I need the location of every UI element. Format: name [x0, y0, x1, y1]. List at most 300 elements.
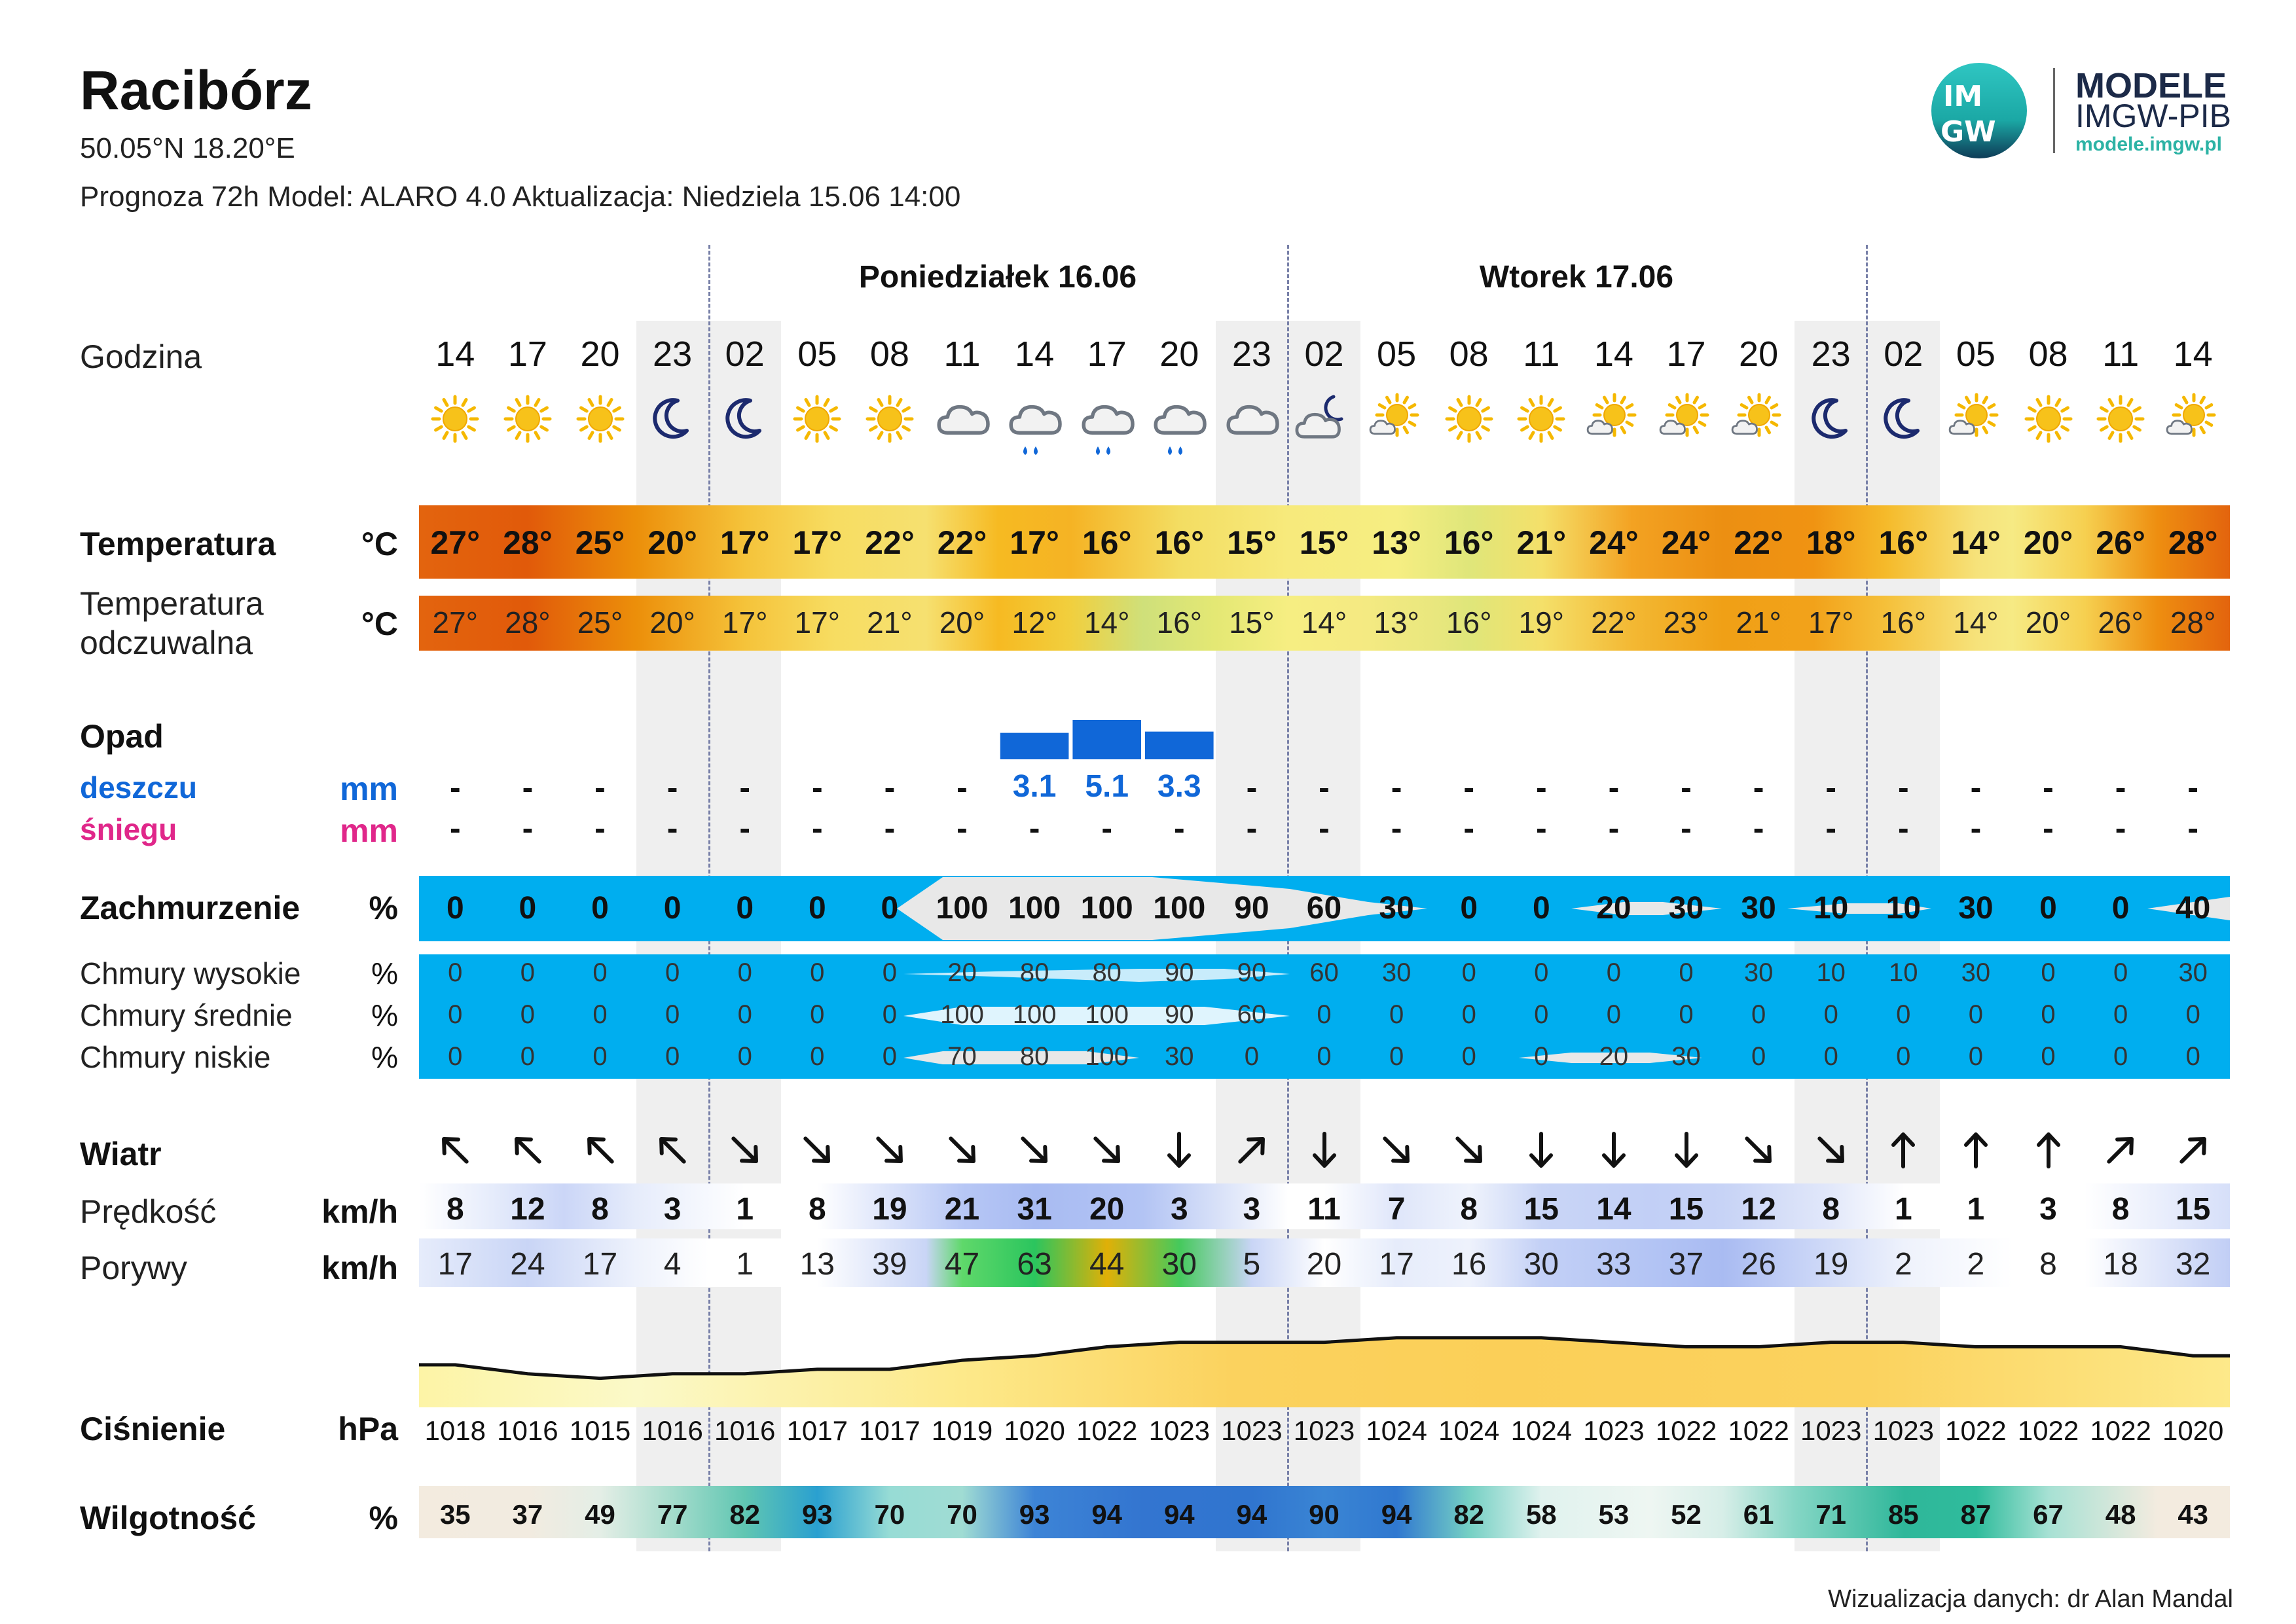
wind-speed-value: 21: [944, 1192, 980, 1227]
low-clouds-value: 20: [1599, 1042, 1629, 1071]
rain-cloud-icon: [1143, 393, 1215, 471]
wind-speed-value: 20: [1089, 1192, 1125, 1227]
wind-gust-value: 44: [1089, 1247, 1125, 1282]
day-label-monday: Poniedziałek 16.06: [858, 260, 1137, 295]
wind-speed-value: 8: [2111, 1192, 2130, 1227]
feels-like-value: 28°: [505, 605, 551, 640]
pressure-value: 1022: [1945, 1415, 2007, 1446]
humidity-value: 93: [801, 1499, 833, 1530]
snow-value: -: [957, 810, 968, 846]
temperature-value: 20°: [647, 524, 697, 561]
mid-clouds-value: 0: [1823, 1000, 1838, 1029]
temperature-value: 26°: [2096, 524, 2145, 561]
feels-like-label: Temperatura odczuwalna: [80, 585, 264, 661]
wind-gust-value: 37: [1668, 1247, 1704, 1282]
imgw-logo-badge: [1931, 63, 2027, 158]
wind-direction-arrow-icon: [1722, 1127, 1795, 1180]
sun-icon: [781, 393, 853, 471]
snow-value: -: [1825, 810, 1837, 846]
wind-speed-value: 8: [591, 1192, 609, 1227]
logo-badge-bottom: GW: [1941, 115, 1996, 149]
wind-gust-value: 17: [582, 1247, 618, 1282]
sun-icon: [1505, 393, 1577, 471]
cloud-cover-value: 0: [663, 891, 682, 926]
pressure-value: 1024: [1510, 1415, 1573, 1446]
rain-value: -: [957, 769, 968, 806]
temperature-value: 17°: [792, 524, 843, 561]
wind-gust-value: 16: [1451, 1247, 1487, 1282]
low-clouds-value: 0: [592, 1042, 608, 1071]
feels-like-value: 17°: [1808, 605, 1854, 640]
coordinates: 50.05°N 18.20°E: [80, 132, 295, 164]
feels-like-value: 17°: [794, 605, 841, 640]
temperature-value: 16°: [1154, 524, 1205, 561]
wind-gust-value: 39: [872, 1247, 907, 1282]
humidity-value: 52: [1671, 1499, 1702, 1530]
high-clouds-value: 0: [1534, 958, 1549, 987]
high-clouds-value: 20: [947, 958, 977, 987]
wind-gust-value: 1: [736, 1247, 754, 1282]
wind-gust-value: 33: [1596, 1247, 1631, 1282]
wind-direction-arrow-icon: [1795, 1127, 1867, 1180]
wind-gust-value: 19: [1813, 1247, 1849, 1282]
wind-gust-value: 2: [1894, 1247, 1912, 1282]
high-clouds-value: 30: [1743, 958, 1774, 987]
wind-gust-value: 18: [2103, 1247, 2138, 1282]
humidity-value: 77: [657, 1499, 688, 1530]
snow-value: -: [666, 810, 678, 846]
mid-clouds-value: 0: [1896, 1000, 1911, 1029]
wind-gust-value: 63: [1017, 1247, 1052, 1282]
high-clouds-unit: %: [371, 956, 398, 990]
mid-clouds-value: 0: [1461, 1000, 1476, 1029]
hour-label: 17: [507, 334, 547, 374]
mid-clouds-unit: %: [371, 998, 398, 1032]
wind-gust-value: 20: [1306, 1247, 1342, 1282]
hour-label: 17: [1666, 334, 1706, 374]
high-clouds-value: 30: [1961, 958, 1991, 987]
snow-value: -: [1463, 810, 1475, 846]
cloud-cover-value: 10: [1886, 891, 1921, 926]
feels-like-value: 25°: [577, 605, 623, 640]
wind-direction-arrow-icon: [1143, 1127, 1215, 1180]
wind-gust-value: 47: [944, 1247, 980, 1282]
cloud-cover-value: 10: [1813, 891, 1849, 926]
mid-clouds-value: 0: [1968, 1000, 1984, 1029]
wind-direction-arrow-icon: [1940, 1127, 2012, 1180]
feels-like-value: 12°: [1011, 605, 1057, 640]
low-clouds-value: 0: [520, 1042, 536, 1071]
low-clouds-value: 80: [1019, 1042, 1049, 1071]
temperature-value: 24°: [1661, 524, 1711, 561]
high-clouds-value: 30: [1381, 958, 1412, 987]
feels-like-value: 14°: [1301, 605, 1347, 640]
pressure-value: 1022: [1728, 1415, 1789, 1446]
hour-label: 08: [1449, 334, 1489, 374]
logo-url[interactable]: modele.imgw.pl: [2075, 134, 2222, 155]
mid-clouds-value: 0: [1751, 1000, 1766, 1029]
pressure-value: 1022: [2090, 1415, 2151, 1446]
hour-label: 08: [2028, 334, 2068, 374]
mid-clouds-value: 60: [1237, 1000, 1267, 1029]
rain-value: -: [884, 769, 896, 806]
feels-like-value: 17°: [721, 605, 768, 640]
wind-speed-value: 15: [1523, 1192, 1559, 1227]
snow-value: -: [811, 810, 823, 846]
wind-direction-arrow-icon: [564, 1127, 636, 1180]
temperature-value: 14°: [1951, 524, 2001, 561]
wind-speed-value: 14: [1596, 1192, 1631, 1227]
feels-like-value: 23°: [1663, 605, 1709, 640]
pressure-curve-chart: [419, 1322, 2230, 1407]
temperature-value: 22°: [1734, 524, 1783, 561]
temperature-value: 28°: [2168, 524, 2218, 561]
rain-label: deszczu: [80, 770, 197, 804]
hour-label: 23: [653, 334, 693, 374]
snow-value: -: [1173, 810, 1185, 846]
snow-value: -: [594, 810, 606, 846]
mid-clouds-value: 0: [1606, 1000, 1622, 1029]
mid-clouds-value: 0: [2041, 1000, 2056, 1029]
rain-value: -: [739, 769, 751, 806]
wind-direction-arrow-icon: [998, 1127, 1070, 1180]
rain-value: -: [1681, 769, 1692, 806]
imgw-logo[interactable]: [1931, 63, 2272, 161]
wind-speed-value: 12: [510, 1192, 545, 1227]
snow-value: -: [1753, 810, 1764, 846]
wind-gust-value: 17: [437, 1247, 473, 1282]
wind-direction-arrow-icon: [1867, 1127, 1939, 1180]
temperature-value: 21°: [1516, 524, 1567, 561]
wind-gust-value: 5: [1243, 1247, 1261, 1282]
humidity-value: 87: [1960, 1499, 1992, 1530]
humidity-value: 71: [1815, 1499, 1847, 1530]
humidity-value: 53: [1598, 1499, 1630, 1530]
wind-speed-value: 31: [1017, 1192, 1052, 1227]
wind-gust-unit: km/h: [321, 1250, 398, 1286]
humidity-value: 70: [874, 1499, 905, 1530]
cloud-cover-value: 0: [808, 891, 826, 926]
rain-value: -: [1246, 769, 1258, 806]
humidity-value: 35: [439, 1499, 471, 1530]
rain-value: -: [2115, 769, 2126, 806]
rain-value: 3.1: [1012, 769, 1057, 804]
wind-speed-value: 15: [1668, 1192, 1704, 1227]
cloud-cover-label: Zachmurzenie: [80, 890, 301, 926]
pressure-value: 1016: [497, 1415, 558, 1446]
hour-label: 14: [2173, 334, 2213, 374]
rain-value: -: [1391, 769, 1402, 806]
low-clouds-value: 0: [1534, 1042, 1549, 1071]
hour-label: 02: [1884, 334, 1923, 374]
feels-like-value: 27°: [432, 605, 479, 640]
low-clouds-value: 0: [2113, 1042, 2128, 1071]
hour-label: 20: [580, 334, 620, 374]
snow-value: -: [1246, 810, 1258, 846]
rain-value: -: [1535, 769, 1547, 806]
wind-label: Wiatr: [80, 1136, 162, 1172]
snow-value: -: [1897, 810, 1909, 846]
hour-row-label: Godzina: [80, 338, 202, 375]
rain-value: 5.1: [1085, 769, 1129, 804]
wind-gust-label: Porywy: [80, 1250, 187, 1286]
mid-clouds-value: 0: [2185, 1000, 2200, 1029]
sun-cloud-icon: [1940, 393, 2012, 471]
high-clouds-value: 0: [1461, 958, 1476, 987]
feels-like-value: 22°: [1591, 605, 1637, 640]
low-clouds-value: 0: [1896, 1042, 1911, 1071]
cloud-cover-value: 0: [519, 891, 537, 926]
wind-speed-value: 8: [1460, 1192, 1478, 1227]
pressure-value: 1023: [1800, 1415, 1862, 1446]
cloud-cover-value: 40: [2175, 891, 2211, 926]
rain-value: -: [1608, 769, 1620, 806]
cloud-cover-value: 100: [936, 891, 989, 926]
high-clouds-value: 0: [520, 958, 536, 987]
feels-like-value: 20°: [2025, 605, 2071, 640]
high-clouds-value: 0: [2113, 958, 2128, 987]
rain-value: -: [1753, 769, 1764, 806]
feels-like-value: 21°: [867, 605, 913, 640]
sun-icon: [2085, 393, 2157, 471]
feels-like-value: 14°: [1084, 605, 1130, 640]
wind-direction-arrow-icon: [636, 1127, 708, 1180]
high-clouds-value: 0: [2041, 958, 2056, 987]
feels-like-value: 21°: [1736, 605, 1781, 640]
feels-like-value: 13°: [1374, 605, 1419, 640]
snow-value: -: [1681, 810, 1692, 846]
pressure-value: 1017: [786, 1415, 848, 1446]
mid-clouds-value: 100: [1012, 1000, 1057, 1029]
high-clouds-value: 0: [1679, 958, 1694, 987]
temperature-value: 20°: [2023, 524, 2073, 561]
pressure-value: 1020: [2162, 1415, 2224, 1446]
rain-bars: [419, 707, 2230, 772]
high-clouds-value: 10: [1816, 958, 1846, 987]
low-clouds-label: Chmury niskie: [80, 1040, 271, 1074]
humidity-value: 94: [1236, 1499, 1267, 1530]
sun-icon: [854, 393, 926, 471]
pressure-value: 1024: [1366, 1415, 1427, 1446]
feels-like-value: 20°: [939, 605, 985, 640]
wind-gust-value: 24: [510, 1247, 545, 1282]
feels-like-value: 16°: [1880, 605, 1927, 640]
wind-speed-value: 8: [808, 1192, 826, 1227]
humidity-value: 61: [1743, 1499, 1774, 1530]
wind-gust-value: 32: [2175, 1247, 2211, 1282]
cloud-cover-value: 100: [1008, 891, 1061, 926]
snow-label: śniegu: [80, 812, 177, 846]
humidity-value: 85: [1887, 1499, 1919, 1530]
pressure-value: 1018: [424, 1415, 486, 1446]
snow-value: -: [1319, 810, 1330, 846]
high-clouds-value: 0: [1606, 958, 1622, 987]
mid-clouds-value: 0: [810, 1000, 825, 1029]
cloud-cover-value: 0: [2111, 891, 2130, 926]
mid-clouds-value: 0: [1679, 1000, 1694, 1029]
pressure-value: 1023: [1583, 1415, 1645, 1446]
low-clouds-value: 70: [947, 1042, 977, 1071]
feels-like-value: 28°: [2170, 605, 2216, 640]
wind-speed-value: 19: [872, 1192, 907, 1227]
mid-clouds-value: 0: [520, 1000, 536, 1029]
cloud-cover-value: 0: [736, 891, 754, 926]
wind-direction-arrow-icon: [1505, 1127, 1577, 1180]
temperature-unit: °C: [361, 526, 398, 562]
cloud-cover-value: 0: [1460, 891, 1478, 926]
rain-cloud-icon: [1071, 393, 1143, 471]
snow-value: -: [2043, 810, 2054, 846]
feels-like-unit: °C: [361, 605, 398, 642]
high-clouds-value: 90: [1237, 958, 1267, 987]
temperature-value: 16°: [1878, 524, 1929, 561]
rain-value: -: [2043, 769, 2054, 806]
feels-like-value: 20°: [649, 605, 695, 640]
snow-value: -: [739, 810, 751, 846]
high-clouds-value: 30: [2178, 958, 2208, 987]
high-clouds-value: 0: [448, 958, 463, 987]
snow-unit: mm: [340, 812, 398, 849]
cloud-cover-value: 0: [881, 891, 899, 926]
cloud-cover-value: 90: [1234, 891, 1269, 926]
low-clouds-value: 0: [2185, 1042, 2200, 1071]
high-clouds-value: 0: [810, 958, 825, 987]
wind-direction-arrow-icon: [2085, 1127, 2157, 1180]
hour-label: 05: [1377, 334, 1417, 374]
high-clouds-value: 0: [665, 958, 680, 987]
humidity-value: 58: [1525, 1499, 1557, 1530]
high-clouds-value: 80: [1092, 958, 1121, 987]
high-clouds-value: 90: [1165, 958, 1194, 987]
wind-direction-arrow-icon: [492, 1127, 564, 1180]
wind-direction-arrow-icon: [1433, 1127, 1505, 1180]
low-clouds-value: 0: [665, 1042, 680, 1071]
mid-clouds-value: 100: [1085, 1000, 1129, 1029]
low-clouds-value: 0: [1389, 1042, 1404, 1071]
sun-icon: [2013, 393, 2085, 471]
humidity-value: 90: [1309, 1499, 1339, 1530]
humidity-value: 94: [1163, 1499, 1195, 1530]
wind-gust-value: 30: [1523, 1247, 1559, 1282]
high-clouds-value: 0: [737, 958, 752, 987]
wind-speed-value: 8: [446, 1192, 464, 1227]
humidity-value: 70: [947, 1499, 977, 1530]
rain-value: -: [2187, 769, 2199, 806]
city-title: Racibórz: [80, 60, 312, 121]
rain-value: 3.3: [1157, 769, 1201, 804]
cloud-cover-value: 0: [591, 891, 609, 926]
hour-label: 05: [797, 334, 837, 374]
rain-value: -: [1319, 769, 1330, 806]
high-clouds-label: Chmury wysokie: [80, 956, 301, 990]
temperature-value: 17°: [720, 524, 770, 561]
snow-value: -: [2115, 810, 2126, 846]
sun-cloud-icon: [1650, 393, 1722, 471]
wind-direction-arrow-icon: [2157, 1127, 2229, 1180]
temperature-label: Temperatura: [80, 526, 276, 562]
cloud-icon: [1216, 393, 1288, 471]
humidity-value: 43: [2178, 1499, 2209, 1530]
humidity-value: 82: [1453, 1499, 1485, 1530]
sun-icon: [1433, 393, 1505, 471]
humidity-label: Wilgotność: [80, 1500, 256, 1536]
hour-label: 23: [1811, 334, 1851, 374]
cloud-cover-value: 100: [1080, 891, 1133, 926]
pressure-value: 1022: [2017, 1415, 2079, 1446]
logo-divider: [2053, 68, 2055, 153]
temperature-value: 22°: [937, 524, 987, 561]
hour-label: 11: [943, 334, 981, 374]
low-clouds-value: 0: [1968, 1042, 1984, 1071]
wind-gust-value: 30: [1161, 1247, 1197, 1282]
feels-like-value: 15°: [1229, 605, 1275, 640]
rain-value: -: [594, 769, 606, 806]
cloud-cover-value: 30: [1668, 891, 1704, 926]
snow-value: -: [1535, 810, 1547, 846]
pressure-value: 1015: [569, 1415, 631, 1446]
wind-speed-unit: km/h: [321, 1193, 398, 1230]
pressure-value: 1022: [1076, 1415, 1138, 1446]
hour-label: 17: [1087, 334, 1127, 374]
hour-label: 11: [2102, 334, 2140, 374]
cloud-cover-value: 30: [1958, 891, 1994, 926]
cloud-cover-value: 0: [1532, 891, 1550, 926]
hour-label: 23: [1231, 334, 1271, 374]
pressure-value: 1023: [1293, 1415, 1355, 1446]
wind-speed-value: 3: [1243, 1192, 1261, 1227]
low-clouds-value: 30: [1165, 1042, 1194, 1071]
snow-value: -: [449, 810, 461, 846]
cloud-cover-value: 100: [1153, 891, 1206, 926]
mid-clouds-value: 0: [2113, 1000, 2128, 1029]
precipitation-label: Opad: [80, 718, 164, 755]
pressure-value: 1016: [642, 1415, 703, 1446]
mid-clouds-value: 0: [1317, 1000, 1332, 1029]
pressure-label: Ciśnienie: [80, 1411, 226, 1447]
cloud-cover-unit: %: [369, 890, 398, 926]
wind-direction-arrow-icon: [2013, 1127, 2085, 1180]
moon-cloud-icon: [1288, 393, 1360, 471]
wind-direction-arrow-icon: [1288, 1127, 1360, 1180]
hour-label: 14: [1594, 334, 1633, 374]
temperature-value: 28°: [503, 524, 553, 561]
low-clouds-value: 0: [1244, 1042, 1260, 1071]
day-label-tuesday: Wtorek 17.06: [1479, 260, 1674, 295]
snow-value: -: [1391, 810, 1402, 846]
humidity-value: 93: [1019, 1499, 1050, 1530]
temperature-value: 22°: [865, 524, 915, 561]
wind-gust-value: 8: [2039, 1247, 2057, 1282]
sun-icon: [492, 393, 564, 471]
low-clouds-value: 0: [448, 1042, 463, 1071]
hour-label: 14: [1015, 334, 1055, 374]
hour-label: 02: [1304, 334, 1344, 374]
rain-bar: [1145, 732, 1214, 759]
rain-bar: [1072, 720, 1141, 759]
sun-cloud-icon: [1578, 393, 1650, 471]
snow-value: -: [2187, 810, 2199, 846]
wind-direction-arrow-icon: [709, 1127, 781, 1180]
snow-value: -: [1101, 810, 1113, 846]
mid-clouds-value: 90: [1165, 1000, 1194, 1029]
wind-speed-value: 7: [1387, 1192, 1406, 1227]
hour-label: 08: [869, 334, 909, 374]
feels-like-value: 19°: [1518, 605, 1565, 640]
high-clouds-value: 60: [1309, 958, 1339, 987]
wind-speed-value: 3: [663, 1192, 682, 1227]
high-clouds-value: 10: [1889, 958, 1918, 987]
pressure-unit: hPa: [338, 1411, 398, 1447]
